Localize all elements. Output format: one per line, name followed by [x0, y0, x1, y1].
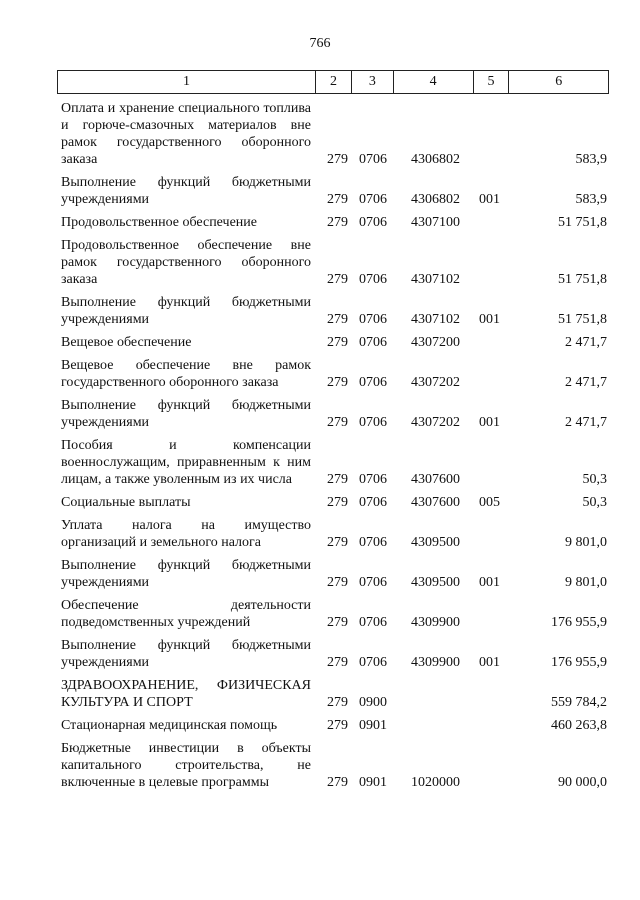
row-description: Выполнение функций бюджетными учреждениями: [61, 638, 311, 670]
row-target-code: 4307202: [411, 375, 460, 390]
row-description: Обеспечение деятельности подведомственных учреждений: [61, 598, 311, 630]
row-target-code: 4309500: [411, 535, 460, 550]
row-amount: 176 955,9: [551, 655, 607, 670]
row-description: ЗДРАВООХРАНЕНИЕ, ФИЗИЧЕСКАЯ КУЛЬТУРА И СПОРТ: [61, 678, 311, 710]
row-ministry-code: 279: [327, 152, 348, 167]
column-header-1: 1: [183, 74, 191, 89]
row-section-code: 0706: [359, 655, 387, 670]
row-amount: 90 000,0: [558, 775, 607, 790]
table-row: [57, 717, 609, 734]
table-row: [57, 174, 609, 208]
row-amount: 9 801,0: [565, 575, 607, 590]
row-section-code: 0706: [359, 192, 387, 207]
row-amount: 51 751,8: [558, 272, 607, 287]
row-ministry-code: 279: [327, 535, 348, 550]
row-target-code: 4309900: [411, 655, 460, 670]
row-amount: 559 784,2: [551, 695, 607, 710]
row-description: Стационарная медицинская помощь: [61, 718, 278, 733]
row-amount: 583,9: [575, 192, 607, 207]
row-ministry-code: 279: [327, 615, 348, 630]
row-section-code: 0706: [359, 335, 387, 350]
row-section-code: 0706: [359, 472, 387, 487]
row-amount: 51 751,8: [558, 215, 607, 230]
row-ministry-code: 279: [327, 695, 348, 710]
row-description: Уплата налога на имущество организаций и земельного налога: [61, 518, 311, 550]
row-target-code: 4309500: [411, 575, 460, 590]
row-ministry-code: 279: [327, 775, 348, 790]
row-section-code: 0901: [359, 775, 387, 790]
row-target-code: 4309900: [411, 615, 460, 630]
row-amount: 2 471,7: [565, 335, 607, 350]
budget-table: [57, 70, 609, 791]
column-header-6: 6: [508, 71, 608, 93]
row-section-code: 0901: [359, 718, 387, 733]
row-target-code: 4307102: [411, 272, 460, 287]
row-description: Оплата и хранение специального топлива и горюче-смазочных материалов вне рамок государственного оборонного заказа: [61, 101, 311, 167]
row-expense-type-code: 001: [479, 415, 500, 430]
row-section-code: 0706: [359, 415, 387, 430]
row-ministry-code: 279: [327, 575, 348, 590]
row-amount: 2 471,7: [565, 415, 607, 430]
row-description: Выполнение функций бюджетными учреждениями: [61, 295, 311, 327]
table-row: [57, 494, 609, 511]
row-description: Бюджетные инвестиции в объекты капитального строительства, не включенные в целевые программы: [61, 741, 311, 790]
column-header-2: 2: [315, 71, 351, 93]
row-expense-type-code: 001: [479, 312, 500, 327]
column-header-3: 3: [351, 71, 393, 93]
row-target-code: 4307102: [411, 312, 460, 327]
table-row: [57, 437, 609, 488]
row-amount: 9 801,0: [565, 535, 607, 550]
row-description: Социальные выплаты: [61, 495, 191, 510]
row-description: Выполнение функций бюджетными учреждениями: [61, 175, 311, 207]
row-ministry-code: 279: [327, 495, 348, 510]
table-row: [57, 100, 609, 168]
table-row: [57, 637, 609, 671]
table-header-row: [57, 70, 609, 94]
row-expense-type-code: 001: [479, 655, 500, 670]
page-number: 766: [309, 36, 331, 51]
row-ministry-code: 279: [327, 655, 348, 670]
table-row: [57, 237, 609, 288]
table-row: [57, 357, 609, 391]
row-section-code: 0706: [359, 312, 387, 327]
row-description: Продовольственное обеспечение вне рамок государственного оборонного заказа: [61, 238, 311, 287]
table-row: [57, 740, 609, 791]
row-ministry-code: 279: [327, 472, 348, 487]
row-target-code: 4307100: [411, 215, 460, 230]
row-target-code: 4306802: [411, 192, 460, 207]
row-section-code: 0706: [359, 215, 387, 230]
row-amount: 51 751,8: [558, 312, 607, 327]
column-header-5: 5: [473, 71, 509, 93]
row-target-code: 4307202: [411, 415, 460, 430]
row-target-code: 4307600: [411, 495, 460, 510]
row-amount: 2 471,7: [565, 375, 607, 390]
table-row: [57, 397, 609, 431]
row-target-code: 4307600: [411, 472, 460, 487]
row-target-code: 1020000: [411, 775, 460, 790]
row-section-code: 0706: [359, 615, 387, 630]
row-ministry-code: 279: [327, 335, 348, 350]
table-row: [57, 597, 609, 631]
row-expense-type-code: 001: [479, 575, 500, 590]
table-row: [57, 334, 609, 351]
row-section-code: 0706: [359, 272, 387, 287]
row-target-code: 4307200: [411, 335, 460, 350]
row-amount: 50,3: [582, 472, 607, 487]
row-expense-type-code: 001: [479, 192, 500, 207]
row-description: Пособия и компенсации военнослужащим, приравненным к ним лицам, а также уволенным из их числа: [61, 438, 311, 487]
row-amount: 583,9: [575, 152, 607, 167]
row-section-code: 0706: [359, 575, 387, 590]
table-row: [57, 517, 609, 551]
row-section-code: 0900: [359, 695, 387, 710]
row-ministry-code: 279: [327, 215, 348, 230]
table-row: [57, 677, 609, 711]
row-description: Вещевое обеспечение: [61, 335, 192, 350]
row-ministry-code: 279: [327, 375, 348, 390]
table-row: [57, 294, 609, 328]
table-row: [57, 214, 609, 231]
table-body: [57, 100, 609, 791]
row-ministry-code: 279: [327, 272, 348, 287]
row-ministry-code: 279: [327, 192, 348, 207]
row-section-code: 0706: [359, 495, 387, 510]
row-amount: 50,3: [582, 495, 607, 510]
row-expense-type-code: 005: [479, 495, 500, 510]
table-row: [57, 557, 609, 591]
column-header-4: 4: [393, 71, 473, 93]
row-description: Вещевое обеспечение вне рамок государственного оборонного заказа: [61, 358, 311, 390]
row-target-code: 4306802: [411, 152, 460, 167]
row-amount: 460 263,8: [551, 718, 607, 733]
row-section-code: 0706: [359, 375, 387, 390]
row-description: Выполнение функций бюджетными учреждениями: [61, 398, 311, 430]
row-section-code: 0706: [359, 535, 387, 550]
row-amount: 176 955,9: [551, 615, 607, 630]
row-ministry-code: 279: [327, 415, 348, 430]
row-description: Выполнение функций бюджетными учреждениями: [61, 558, 311, 590]
row-ministry-code: 279: [327, 312, 348, 327]
row-ministry-code: 279: [327, 718, 348, 733]
row-description: Продовольственное обеспечение: [61, 215, 257, 230]
row-section-code: 0706: [359, 152, 387, 167]
